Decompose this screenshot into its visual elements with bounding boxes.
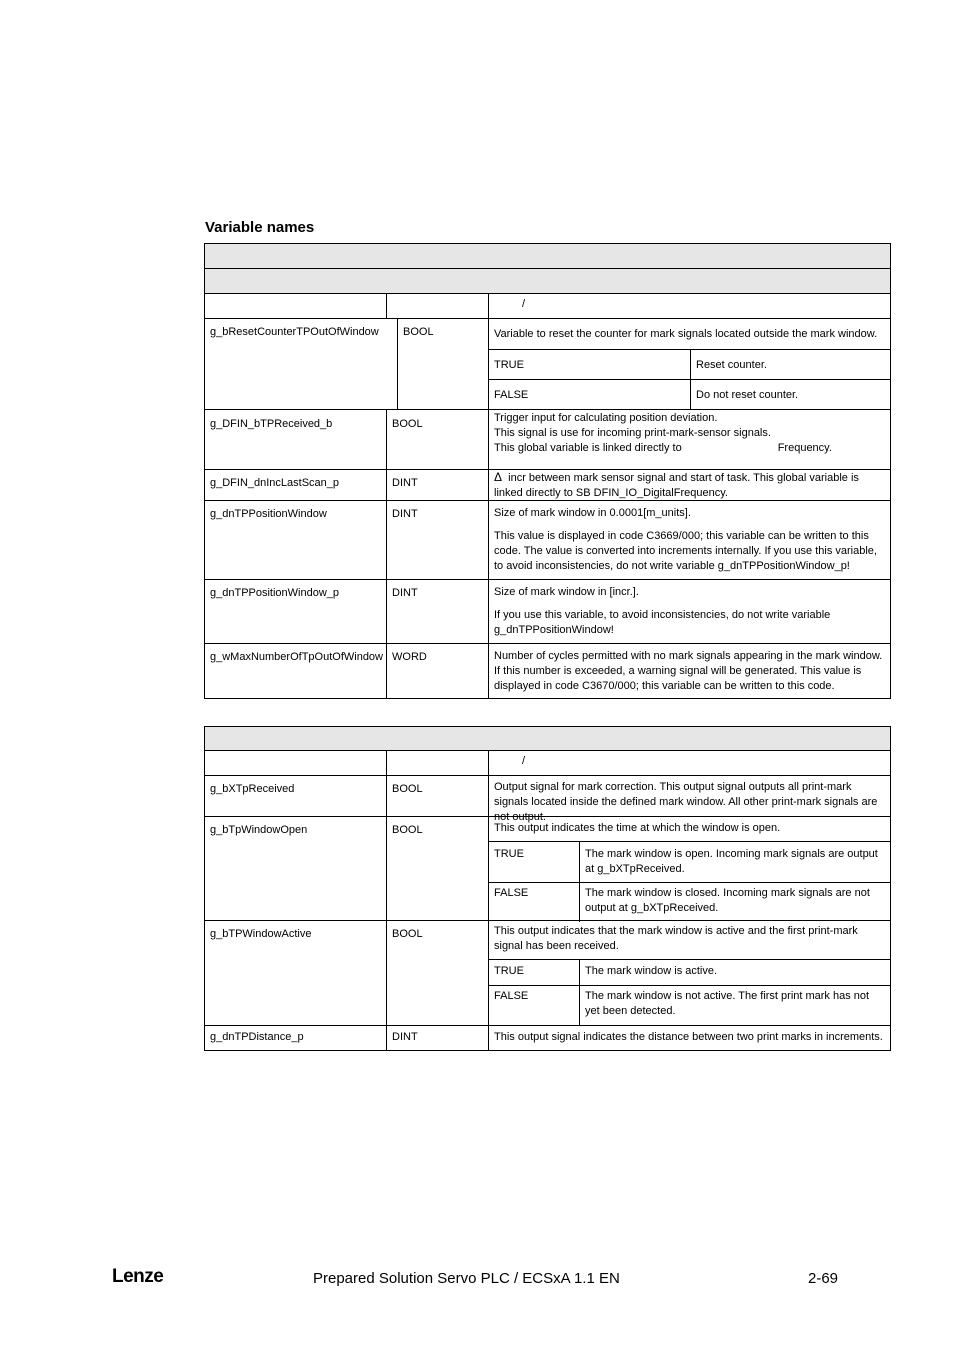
value-row: FALSE Do not reset counter. [489, 379, 890, 409]
table-header-bar [204, 726, 891, 751]
variable-type: BOOL [387, 817, 489, 920]
value-row: FALSE The mark window is not active. The first print mark has not yet been detected. [489, 985, 890, 1025]
column-header-type [387, 751, 489, 775]
variable-name: g_bTPWindowActive [205, 921, 387, 1025]
variable-description: This output indicates the time at which the window is open. [494, 822, 781, 834]
lenze-logo: Lenze [112, 1266, 164, 1287]
table-row [204, 1026, 891, 1051]
variable-type: BOOL [387, 776, 489, 816]
variable-name: g_bResetCounterTPOutOfWindow [205, 319, 398, 409]
variable-type: DINT [387, 1026, 489, 1050]
variable-type: DINT [387, 580, 489, 643]
variable-name: g_DFIN_dnIncLastScan_p [205, 470, 387, 500]
variable-description: Δ incr between mark sensor signal and start of task. This global variable is linked directly to SB DFIN_IO_DigitalFrequency. [494, 470, 859, 499]
column-header-row [204, 751, 891, 776]
value-row: TRUE Reset counter. [489, 349, 890, 379]
variable-name: g_dnTPPositionWindow [205, 501, 387, 579]
table-row [204, 644, 891, 699]
table-row [204, 580, 891, 644]
variable-name: g_dnTPPositionWindow_p [205, 580, 387, 643]
page-number: 2-69 [808, 1270, 839, 1287]
value-row: TRUE The mark window is active. [489, 959, 890, 985]
variable-type: BOOL [387, 410, 489, 469]
variable-name: g_bTpWindowOpen [205, 817, 387, 920]
output-variables-table [204, 726, 891, 1051]
table-subheader-bar [204, 269, 891, 294]
column-header-type [387, 294, 489, 318]
variable-type: BOOL [387, 921, 489, 1025]
table-row [204, 921, 891, 1026]
table-row [204, 776, 891, 823]
variable-name: g_wMaxNumberOfTpOutOfWindow [205, 644, 387, 698]
footer-document-title: Prepared Solution Servo PLC / ECSxA 1.1 EN [313, 1270, 620, 1287]
input-variables-table [204, 243, 891, 699]
variable-description: This output indicates that the mark window is active and the first print-mark signal has been received. [494, 925, 858, 952]
variable-name: g_bXTpReceived [205, 776, 387, 816]
column-header-row [204, 294, 891, 319]
table-row [204, 817, 891, 921]
column-header-description: / [522, 755, 526, 767]
variable-name: g_DFIN_bTPReceived_b [205, 410, 387, 469]
column-header-name [205, 751, 387, 775]
variable-description: This output signal indicates the distance between two print marks in increments. [494, 1031, 883, 1043]
variable-description: Size of mark window in 0.0001[m_units]. This value is displayed in code C3669/000; this variable can be written to this code. The value is converted into increments internally. If you use this variable, to avoid inconsistencies, do not write variable g_dnTPPositionWindow_p! [494, 507, 877, 572]
variable-type: BOOL [398, 319, 489, 409]
value-row: TRUE The mark window is open. Incoming mark signals are output at g_bXTpReceived. [489, 841, 890, 882]
table-row [204, 501, 891, 580]
variable-name: g_dnTPDistance_p [205, 1026, 387, 1050]
variable-type: DINT [387, 501, 489, 579]
column-header-description: / [522, 298, 526, 310]
column-header-name [205, 294, 387, 318]
variable-description: Size of mark window in [incr.]. If you use this variable, to avoid inconsistencies, do not write variable g_dnTPPositionWindow! [494, 586, 831, 636]
table-row [204, 410, 891, 470]
table-header-bar [204, 243, 891, 269]
table-row [204, 470, 891, 501]
variable-description: Trigger input for calculating position deviation. This signal is use for incoming print-mark-sensor signals. This global variable is linked directly to Frequency. [494, 412, 832, 454]
variable-description: Variable to reset the counter for mark signals located outside the mark window. [494, 328, 878, 340]
variable-type: DINT [387, 470, 489, 500]
variable-description: Number of cycles permitted with no mark signals appearing in the mark window. If this number is exceeded, a warning signal will be generated. This value is displayed in code C3670/000; this variable can be written to this code. [494, 650, 883, 692]
table-row [204, 319, 891, 410]
variable-type: WORD [387, 644, 489, 698]
variable-description: Output signal for mark correction. This output signal outputs all print-mark signals located inside the defined mark window. All other print-mark signals are not output. [494, 781, 878, 823]
value-row: FALSE The mark window is closed. Incoming mark signals are not output at g_bXTpReceived. [489, 882, 890, 922]
section-title: Variable names [205, 219, 315, 236]
